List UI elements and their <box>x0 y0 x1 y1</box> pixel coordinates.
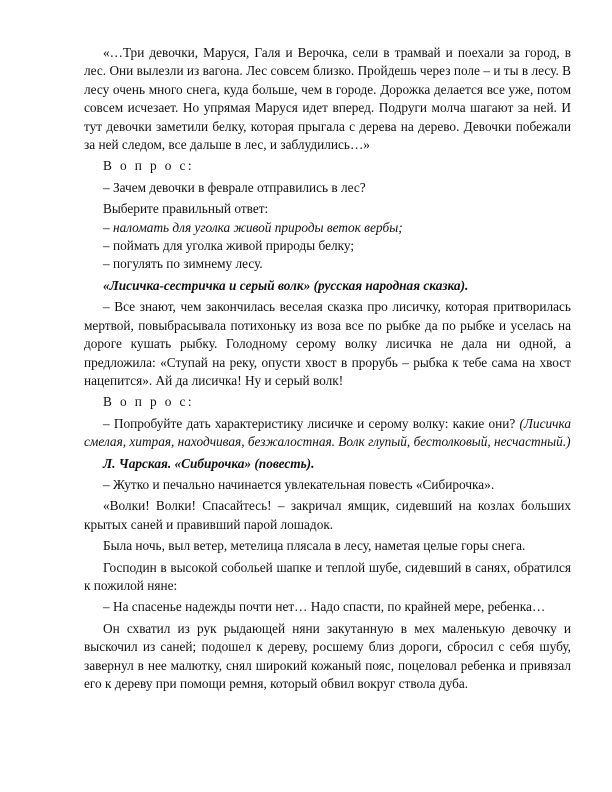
instruction-text: Выберите правильный ответ: <box>103 201 269 217</box>
answer-hint: (Лисичка смелая, хитрая, находчивая, безжалостная. Волк глупый, бестолковый, несчастный.) <box>84 415 571 450</box>
quote-paragraph: Он схватил из рук рыдающей няни закутанную в мех маленькую девочку и выскочил из саней; подошел к дереву, росшему близ дороги, сбросил с себя шубу, завернул в нее малютку, снял широкий кожаный пояс, поцеловал ребенка и привязал его к дереву при помощи ремня, который обвил вокруг ствола дуба. <box>84 620 571 691</box>
quote-paragraph: Была ночь, выл ветер, метелица плясала в лесу, наметая целые горы снега. <box>103 538 526 554</box>
answer-option: – наломать для уголка живой природы веток вербы; <box>103 219 403 235</box>
question-text-main: – Попробуйте дать характеристику лисичке и серому волку: какие они? <box>103 415 516 431</box>
story-summary-paragraph: – Все знают, чем закончилась веселая сказка про лисичку, которая притворилась мертвой, повыбрасывала потихоньку из воза все по рыбке да по рыбке и уселась на дороге кушать рыбку. Голодному серому волку лисичка не дала ни одной, а предложила: «Ступай на реку, опусти хвост в прорубь – рыбка к тебе сама на хвост нацепится». Ай да лисичка! Ну и серый волк! <box>84 299 571 388</box>
answer-option: – погулять по зимнему лесу. <box>103 256 263 272</box>
story-excerpt-paragraph: «…Три девочки, Маруся, Галя и Верочка, сели в трамвай и поехали за город, в лес. Они вылезли из вагона. Лес совсем близко. Пройдешь через поле – и ты в лесу. В лесу очень много снега, куда больше, чем в городе. Дорожка делается все уже, потом совсем исчезает. Но упрямая Маруся идет вперед. Подруги молча шагают за ней. И тут девочки заметили белку, которая прыгала с дерева на дерево. Девочки побежали за ней следом, все дальше в лес, и заблудились…» <box>84 45 571 153</box>
answer-option: – поймать для уголка живой природы белку; <box>103 238 355 254</box>
question-label: В о п р о с: <box>103 394 194 410</box>
section-heading: Л. Чарская. «Сибирочка» (повесть). <box>103 455 315 471</box>
question-text: – Зачем девочки в феврале отправились в лес? <box>103 179 366 195</box>
quote-paragraph: Господин в высокой собольей шапке и теплой шубе, сидевший в санях, обратился к пожилой няне: <box>84 559 571 593</box>
intro-paragraph: – Жутко и печально начинается увлекательная повесть «Сибирочка». <box>103 476 495 492</box>
question-label: В о п р о с: <box>103 158 194 174</box>
document-page <box>84 44 571 693</box>
quote-paragraph: «Волки! Волки! Спасайтесь! – закричал ямщик, сидевший на козлах больших крытых саней и правивший парой лошадок. <box>84 498 571 532</box>
quote-paragraph: – На спасенье надежды почти нет… Надо спасти, по крайней мере, ребенка… <box>103 599 546 615</box>
question-text <box>84 415 571 452</box>
section-heading: «Лисичка-сестричка и серый волк» (русская народная сказка). <box>103 277 469 293</box>
